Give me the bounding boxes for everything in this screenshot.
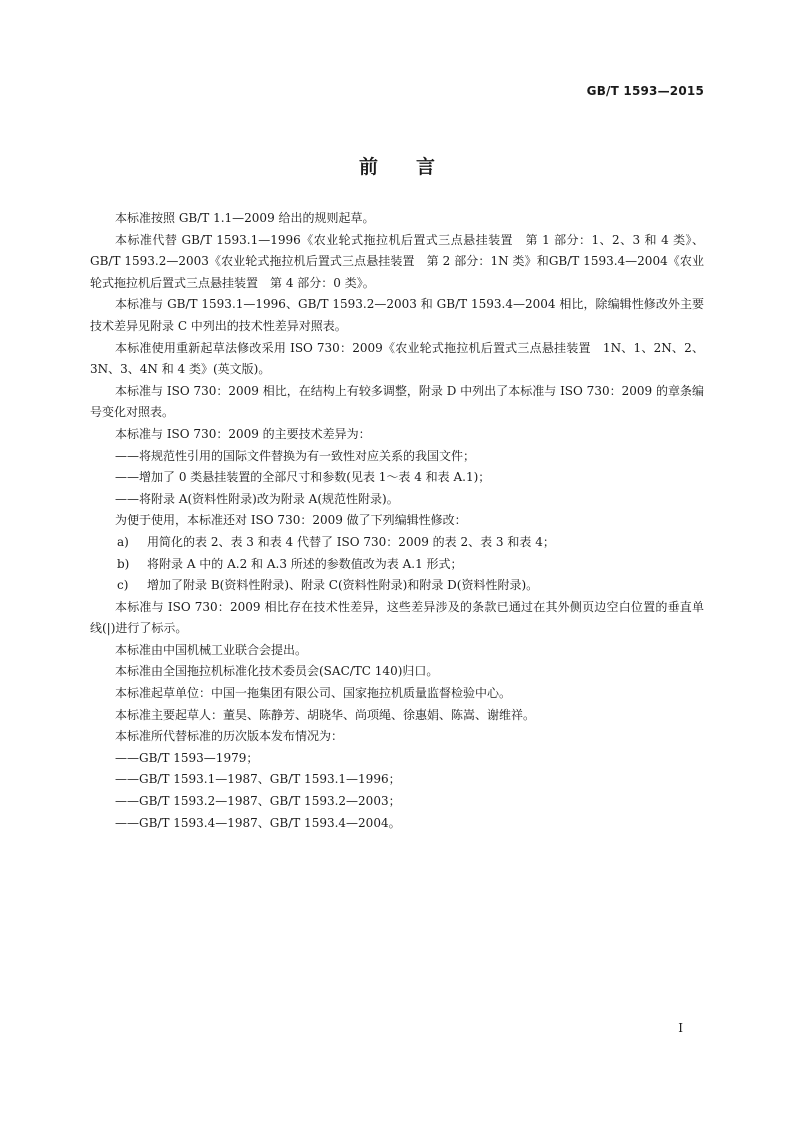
paragraph-committee: 本标准由全国拖拉机标准化技术委员会(SAC/TC 140)归口。 xyxy=(115,664,439,679)
foreword-body xyxy=(90,208,704,834)
paragraph-history-intro: 本标准所代替标准的历次版本发布情况为： xyxy=(115,729,344,744)
paragraph-proposer: 本标准由中国机械工业联合会提出。 xyxy=(115,642,308,657)
edit-item-text: 用简化的表 2、表 3 和表 4 代替了 ISO 730：2009 的表 2、表 3 和表 4； xyxy=(147,534,555,549)
history-item: ——GB/T 1593.1—1987、GB/T 1593.1—1996； xyxy=(115,772,401,787)
page-number: I xyxy=(678,1021,683,1035)
edit-item-text: 将附录 A 中的 A.2 和 A.3 所述的参数值改为表 A.1 形式； xyxy=(147,556,463,571)
edit-item xyxy=(90,575,704,597)
history-item: ——GB/T 1593—1979； xyxy=(115,750,259,765)
standard-code: GB/T 1593—2015 xyxy=(586,84,704,98)
tech-diff-item: ——将规范性引用的国际文件替换为有一致性对应关系的我国文件； xyxy=(115,448,476,463)
paragraph-tech-diff-intro: 本标准与 ISO 730：2009 的主要技术差异为： xyxy=(115,426,371,441)
page-title: 前言 xyxy=(358,156,473,178)
paragraph-structure: 本标准与 ISO 730：2009 相比，在结构上有较多调整，附录 D 中列出了本标准与 ISO 730：2009 的章条编号变化对照表。 xyxy=(90,383,704,420)
tech-diff-item: ——将附录 A(资料性附录)改为附录 A(规范性附录)。 xyxy=(115,491,399,506)
paragraph-adoption: 本标准使用重新起草法修改采用 ISO 730：2009《农业轮式拖拉机后置式三点悬挂装置 1N、1、2N、2、3N、3、4N 和 4 类》(英文版)。 xyxy=(90,340,704,377)
paragraph-drafting-rules: 本标准按照 GB/T 1.1—2009 给出的规则起草。 xyxy=(115,211,375,225)
edit-item-text: 增加了附录 B(资料性附录)、附录 C(资料性附录)和附录 D(资料性附录)。 xyxy=(147,578,539,593)
paragraph-edit-intro: 为便于使用，本标准还对 ISO 730：2009 做了下列编辑性修改： xyxy=(115,513,467,528)
edit-item xyxy=(90,554,704,576)
paragraph-drafting-units: 本标准起草单位：中国一拖集团有限公司、国家拖拉机质量监督检验中心。 xyxy=(115,686,512,701)
edit-item xyxy=(90,532,704,554)
tech-diff-item: ——增加了 0 类悬挂装置的全部尺寸和参数(见表 1～表 4 和表 A.1)； xyxy=(115,470,491,485)
paragraph-drafters: 本标准主要起草人：董昊、陈静芳、胡晓华、尚项绳、徐惠娟、陈嵩、谢维祥。 xyxy=(115,707,536,722)
edit-item-label: a) xyxy=(117,534,129,549)
paragraph-replaces: 本标准代替 GB/T 1593.1—1996《农业轮式拖拉机后置式三点悬挂装置 第 1 部分：1、2、3 和 4 类》、GB/T 1593.2—2003《农业轮式拖拉机后置式三点悬挂装置 第 2 部分：1N 类》和GB/T 1593.4—2004《农业轮式拖拉机后置式三点悬挂装置 第 4 部分：0 类》。 xyxy=(90,232,704,290)
paragraph-marking: 本标准与 ISO 730：2009 相比存在技术性差异，这些差异涉及的条款已通过在其外侧页边空白位置的垂直单线(|)进行了标示。 xyxy=(90,599,704,636)
history-item: ——GB/T 1593.2—1987、GB/T 1593.2—2003； xyxy=(115,794,401,809)
paragraph-comparison: 本标准与 GB/T 1593.1—1996、GB/T 1593.2—2003 和 GB/T 1593.4—2004 相比，除编辑性修改外主要技术差异见附录 C 中列出的技术性差异对照表。 xyxy=(90,297,704,333)
edit-item-label: c) xyxy=(117,578,129,593)
edit-item-label: b) xyxy=(117,556,130,571)
history-item: ——GB/T 1593.4—1987、GB/T 1593.4—2004。 xyxy=(115,815,401,830)
